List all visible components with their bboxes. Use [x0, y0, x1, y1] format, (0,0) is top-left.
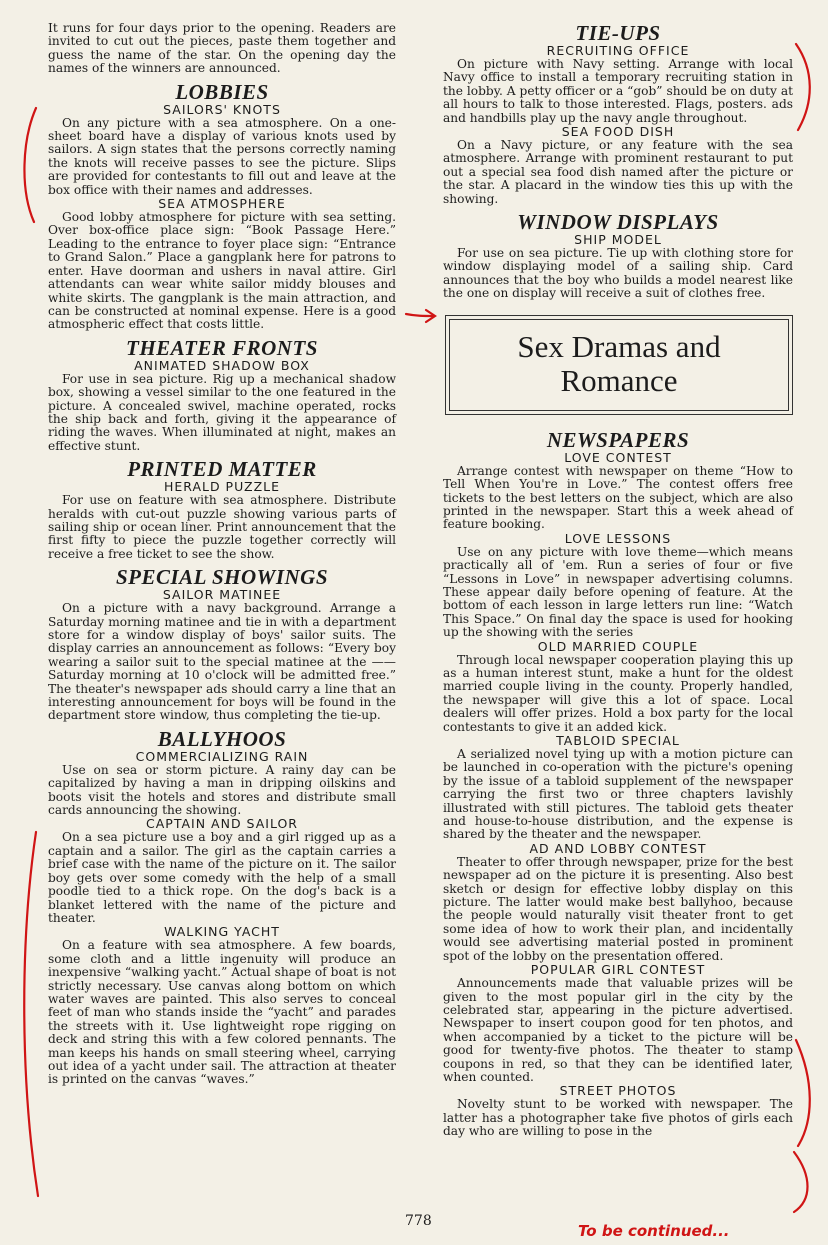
- paragraph-street-photos: Novelty stunt to be worked with newspaper. The latter has a photographer take five photos of girls each day who are willing to pose in the: [443, 1097, 793, 1139]
- section-heading-theater-fronts: THEATER FRONTS: [126, 335, 318, 360]
- subheading-love-lessons: LOVE LESSONS: [564, 530, 672, 546]
- section-heading-lobbies: LOBBIES: [175, 79, 269, 104]
- paragraph-old-married-couple: Through local newspaper cooperation playing this up as a human interest stunt, make a hunt for the oldest married couple living in the county. Properly handled, the newspaper will give this a lot of space. Local dealers will offer prizes. Hold a box party for the local contestants to give it an added kick.: [443, 652, 793, 734]
- paragraph-herald-puzzle: For use on feature with sea atmosphere. Distribute heralds with cut-out puzzle showing various parts of sailing ship or ocean liner. Print announcement that the first fifty to piece the puzzle together correctly will receive a free ticket to see the show.: [48, 493, 396, 561]
- red-bracket-ballyhoos: [24, 832, 38, 1196]
- section-heading-tie-ups: TIE-UPS: [575, 21, 661, 45]
- paragraph-popular-girl-contest: Announcements made that valuable prizes will be given to the most popular girl in the city by the celebrated star, appearing in the picture advertised. Newspaper to insert coupon good for ten photos, and when accompanied by a ticket to the picture will be good for twenty-five photos. The theater to stamp coupons in red, so that they can be identified later, when counted.: [443, 976, 793, 1084]
- red-arrow-shaft: [406, 314, 434, 316]
- paragraph-ad-and-lobby-contest: Theater to offer through newspaper, prize for the best newspaper ad on the picture it is presenting. Also best sketch or design for effective lobby display on this picture. The latter would make best ballyhoo, because the people would naturally visit theater front to get some idea of how to work their plan, and incidentally would see advertising material posted in prominent spot of the lobby on the presentation offered.: [443, 854, 793, 963]
- paragraph-animated-shadow-box: For use in sea picture. Rig up a mechanical shadow box, showing a vessel similar to the one featured in the picture. A concealed swivel, machine operated, rocks the ship back and forth, giving it the appearance of riding the waves. When illuminated at night, makes an effective stunt.: [48, 371, 396, 453]
- paragraph-sea-atmosphere: Good lobby atmosphere for picture with sea setting. Over box-office place sign: “Book Passage Here.” Leading to the entrance to foyer place sign: “Entrance to Grand Salon.” Place a gangplank here for patrons to enter. Have doorman and ushers in naval attire. Girl attendants can wear white sailor middy blouses and white skirts. The gangplank is the main attraction, and can be constructed at nominal expense. Here is a good atmospheric effect that costs little.: [48, 210, 396, 332]
- subheading-ad-and-lobby-contest: AD AND LOBBY CONTEST: [529, 840, 707, 856]
- subheading-captain-and-sailor: CAPTAIN AND SAILOR: [146, 816, 298, 832]
- subheading-sea-food-dish: SEA FOOD DISH: [561, 124, 675, 140]
- subheading-commercializing-rain: COMMERCIALIZING RAIN: [135, 748, 309, 764]
- paragraph-sea-food-dish: On a Navy picture, or any feature with the sea atmosphere. Arrange with prominent restaurant to put out a special sea food dish named after the picture or the star. A placard in the window ties this up with the showing.: [443, 138, 793, 206]
- paragraph-captain-and-sailor: On a sea picture use a boy and a girl rigged up as a captain and a sailor. The girl as the captain carries a brief case with the name of the picture on it. The sailor boy gets over some comedy with the help of a small poodle tied to a thick rope. On the dog's back is a blanket lettered with the name of the picture and theater.: [48, 830, 396, 925]
- paragraph-walking-yacht: On a feature with sea atmosphere. A few boards, some cloth and a little ingenuity will produce an inexpensive “walking yacht.” Actual shape of boat is not strictly necessary. Use canvas along bottom on which water waves are painted. This also serves to conceal feet of man who stands inside the “yacht” and parades the streets with it. Use lightweight rope rigging on deck and string this with a few colored pennants. The man keeps his hands on small steering wheel, carrying out idea of a yacht under sail. The attraction at theater is printed on the canvas “waves.”: [48, 938, 396, 1087]
- paragraph-love-lessons: Use on any picture with love theme—which means practically all of 'em. Run a series of four or five “Lessons in Love” in newspaper advertising columns. These appear daily before opening of feature. At the bottom of each lesson in large letters run line: “Watch This Space.” On final day the space is used for hooking up the showing with the series: [443, 544, 793, 640]
- paragraph-sailors-knots: On any picture with a sea atmosphere. On a one-sheet board have a display of various knots used by sailors. A sign states that the persons correctly naming the knots will receive passes to see the picture. Slips are provided for contestants to fill out and leave at the box office with their names and addresses.: [48, 115, 396, 197]
- subheading-sailors-knots: SAILORS' KNOTS: [163, 101, 281, 117]
- section-heading-ballyhoos: BALLYHOOS: [157, 726, 287, 751]
- subheading-love-contest: LOVE CONTEST: [564, 449, 672, 465]
- intro-paragraph: It runs for four days prior to the opening. Readers are invited to cut out the pieces, paste them together and guess the name of the star. On the opening day the names of the winners are announced.: [48, 21, 396, 76]
- paragraph-ship-model: For use on sea picture. Tie up with clothing store for window displaying model of a sailing ship. Card announces that the boy who builds a model nearest like the one on display will receive a suit of clothes free.: [443, 246, 793, 301]
- red-bracket-street-photos: [794, 1152, 808, 1212]
- subheading-street-photos: STREET PHOTOS: [559, 1083, 677, 1099]
- paragraph-tabloid-special: A serialized novel tying up with a motion picture can be launched in co-operation with the picture's opening by the issue of a tabloid supplement of the newspaper carrying the first two or three chapters lavishly illustrated with still pictures. The tabloid gets theater and house-to-house distribution, and the expense is shared by the theater and the newspaper.: [443, 747, 793, 842]
- section-heading-newspapers: NEWSPAPERS: [546, 427, 690, 452]
- right-column: [443, 22, 793, 1139]
- subheading-herald-puzzle: HERALD PUZZLE: [163, 479, 281, 495]
- paragraph-recruiting-office: On picture with Navy setting. Arrange with local Navy office to install a temporary recruiting station in the lobby. A petty officer or a “gob” should be on duty at all hours to talk to those interested. Flags, posters. ads and handbills play up the navy angle throughout.: [443, 57, 793, 125]
- page-number: 778: [405, 1213, 432, 1229]
- feature-box-title: Sex Dramas and Romance: [449, 319, 789, 411]
- subheading-sea-atmosphere: SEA ATMOSPHERE: [158, 196, 286, 212]
- paragraph-commercializing-rain: Use on sea or storm picture. A rainy day can be capitalized by having a man in dripping oilskins and boots visit the hotels and stores and distribute small cards announcing the showing.: [48, 762, 396, 818]
- red-arrow-head: [426, 310, 435, 322]
- feature-box: [445, 315, 793, 415]
- paragraph-sailor-matinee: On a picture with a navy background. Arrange a Saturday morning matinee and tie in with a department store for a window display of boys' sailor suits. The display carries an announcement as follows: “Every boy wearing a sailor suit to the special matinee at the —— Saturday morning at 10 o'clock will be admitted free.” The theater's newspaper ads should carry a line that an interesting announcement for boys will be found in the department store window, thus completing the tie-up.: [48, 601, 396, 723]
- section-heading-printed-matter: PRINTED MATTER: [127, 457, 317, 482]
- red-bracket-lobbies: [24, 108, 36, 222]
- left-column: [48, 22, 396, 1087]
- subheading-tabloid-special: TABLOID SPECIAL: [556, 733, 680, 748]
- subheading-old-married-couple: OLD MARRIED COUPLE: [537, 638, 699, 654]
- subheading-ship-model: SHIP MODEL: [574, 232, 662, 248]
- red-bracket-popular-girl: [796, 1040, 810, 1146]
- paragraph-love-contest: Arrange contest with newspaper on theme “How to Tell When You're in Love.” The contest offers free tickets to the best letters on the subject, which are also printed in the newspaper. Start this a week ahead of feature booking.: [443, 463, 793, 532]
- subheading-walking-yacht: WALKING YACHT: [164, 924, 280, 940]
- subheading-sailor-matinee: SAILOR MATINEE: [162, 587, 282, 603]
- subheading-popular-girl-contest: POPULAR GIRL CONTEST: [530, 962, 706, 978]
- red-bracket-recruiting: [796, 44, 810, 130]
- subheading-recruiting-office: RECRUITING OFFICE: [546, 43, 690, 58]
- section-heading-window-displays: WINDOW DISPLAYS: [517, 210, 719, 235]
- section-heading-special-showings: SPECIAL SHOWINGS: [115, 565, 329, 590]
- continued-note: To be continued...: [578, 1222, 730, 1240]
- subheading-animated-shadow-box: ANIMATED SHADOW BOX: [134, 357, 310, 373]
